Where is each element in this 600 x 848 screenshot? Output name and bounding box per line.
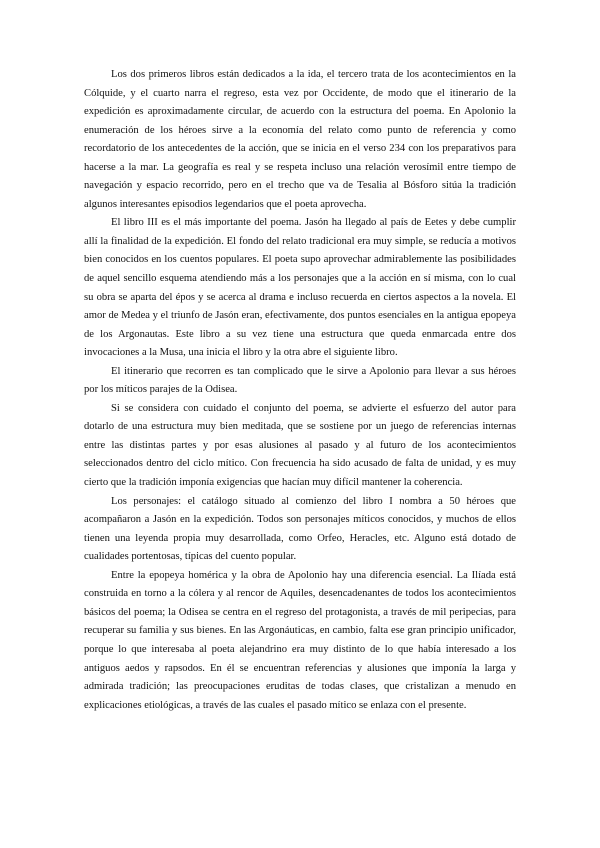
paragraph-1: Los dos primeros libros están dedicados a la ida, el tercero trata de los acontecimientos en la Cólquide, y el cuarto narra el regreso, esta vez por Occidente, de modo que el itinerario de la expedición es aproximadamente circular, de acuerdo con la estructura del poema. En Apolonio la enumeración de los héroes sirve a la economía del relato como punto de referencia y como recordatorio de los antecedentes de la acción, que se inicia en el verso 234 con los preparativos para hacerse a la mar. La geografía es real y se respeta incluso una relación verosímil entre tiempo de navegación y espacio recorrido, pero en el trecho que va de Tesalia al Bósforo sitúa la tradición algunos interesantes episodios legendarios que el poeta aprovecha. [84, 69, 516, 210]
paragraph-4: Si se considera con cuidado el conjunto del poema, se advierte el esfuerzo del autor para dotarlo de una estructura muy bien meditada, que se sostiene por un juego de referencias internas entre las distintas partes y por esas alusiones al pasado y al futuro de los acontecimientos seleccionados dentro del ciclo mítico. Con frecuencia ha sido acusado de falta de unidad, y es muy cierto que la tradición imponía exigencias que hacían muy difícil mantener la coherencia. [84, 402, 516, 489]
document-body [84, 66, 516, 715]
paragraph-6: Entre la epopeya homérica y la obra de Apolonio hay una diferencia esencial. La Ilíada está construida en torno a la cólera y al rencor de Aquiles, desencadenantes de todos los acontecimientos básicos del poema; la Odisea se centra en el regreso del protagonista, a través de mil peripecias, para recuperar su familia y sus bienes. En las Argonáuticas, en cambio, falta ese gran principio unificador, porque lo que interesaba al poeta alejandrino era muy distinto de lo que había interesado a los antiguos aedos y rapsodos. En él se encuentran referencias y alusiones que imponía la larga y admirada tradición; las preocupaciones eruditas de todas clases, que cristalizan a menudo en explicaciones etiológicas, a través de las cuales el pasado mítico se enlaza con el presente. [84, 569, 516, 711]
paragraph-5: Los personajes: el catálogo situado al comienzo del libro I nombra a 50 héroes que acompañaron a Jasón en la expedición. Todos son personajes míticos conocidos, y muchos de ellos tienen una leyenda propia muy desarrollada, como Orfeo, Heracles, etc. Alguno está dotado de cualidades portentosas, típicas del cuento popular. [84, 495, 516, 563]
paragraph-3: El itinerario que recorren es tan complicado que le sirve a Apolonio para llevar a sus héroes por los míticos parajes de la Odisea. [84, 365, 516, 396]
paragraph-2: El libro III es el más importante del poema. Jasón ha llegado al país de Eetes y debe cumplir allí la finalidad de la expedición. El fondo del relato tradicional era muy simple, se reducía a motivos bien conocidos en los cuentos populares. El poeta supo aprovechar admirablemente las posibilidades de aquel sencillo esquema atendiendo más a los personajes que a la acción en sí misma, con lo cual su obra se aparta del épos y se acerca al drama e incluso recuerda en ciertos aspectos a la novela. El amor de Medea y el triunfo de Jasón eran, efectivamente, dos puntos esenciales en la antigua epopeya de los Argonautas. Este libro a su vez tiene una estructura que queda enmarcada entre dos invocaciones a la Musa, una inicia el libro y la otra abre el siguiente libro. [84, 217, 516, 359]
